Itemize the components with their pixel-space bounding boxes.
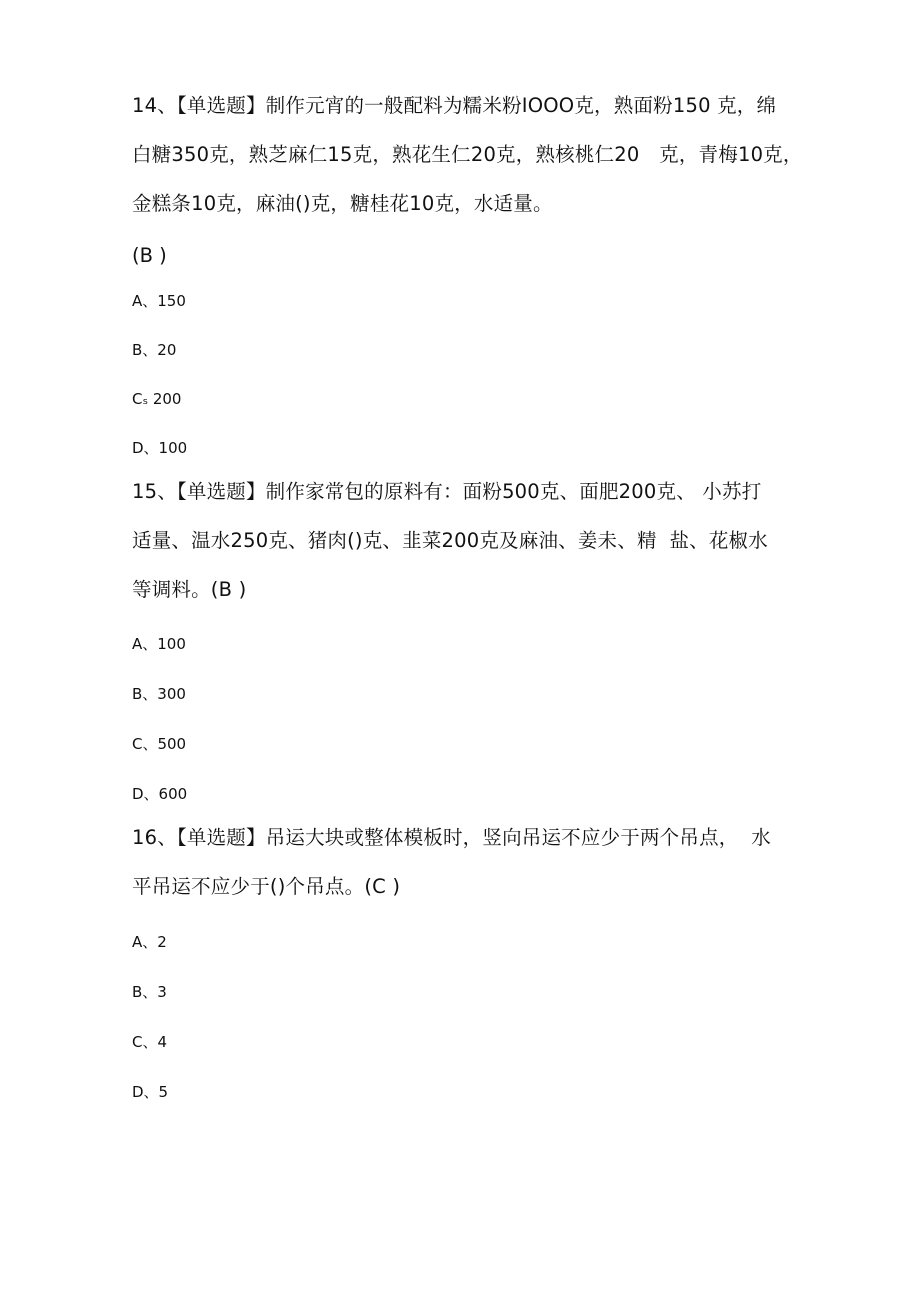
question-15-option-b: B、300	[132, 685, 186, 703]
question-14-option-b: B、20	[132, 341, 177, 359]
question-14-stem-line-1: 14、【单选题】制作元宵的一般配料为糯米粉IOOO克，熟面粉150 克，绵	[132, 94, 777, 117]
question-16-option-a: A、2	[132, 933, 167, 951]
question-16-option-b: B、3	[132, 983, 167, 1001]
question-14-option-d: D、100	[132, 439, 188, 457]
question-16-stem-line-2: 平吊运不应少于()个吊点。(C )	[132, 875, 401, 898]
question-15-option-a: A、100	[132, 635, 186, 653]
question-15-stem-line-1: 15、【单选题】制作家常包的原料有：面粉500克、面肥200克、 小苏打	[132, 480, 762, 503]
question-15-stem-line-2: 适量、温水250克、猪肉()克、韭菜200克及麻油、姜未、精 盐、花椒水	[132, 529, 768, 552]
question-15-option-d: D、600	[132, 785, 188, 803]
question-16-option-d: D、5	[132, 1083, 169, 1101]
question-15-stem-line-3: 等调料。(B )	[132, 578, 247, 601]
question-14-stem-line-3: 金糕条10克，麻油()克，糖桂花10克，水适量。	[132, 192, 553, 215]
question-15-option-c: C、500	[132, 735, 187, 753]
question-16-stem-line-1: 16、【单选题】吊运大块或整体模板时，竖向吊运不应少于两个吊点， 水	[132, 826, 771, 849]
question-14-answer: (B )	[132, 244, 167, 267]
question-14-option-c: Cₛ 200	[132, 390, 182, 408]
question-16-option-c: C、4	[132, 1033, 168, 1051]
question-14-option-a: A、150	[132, 292, 186, 310]
question-14-stem-line-2: 白糖350克，熟芝麻仁15克，熟花生仁20克，熟核桃仁20 克，青梅10克，	[132, 143, 803, 166]
